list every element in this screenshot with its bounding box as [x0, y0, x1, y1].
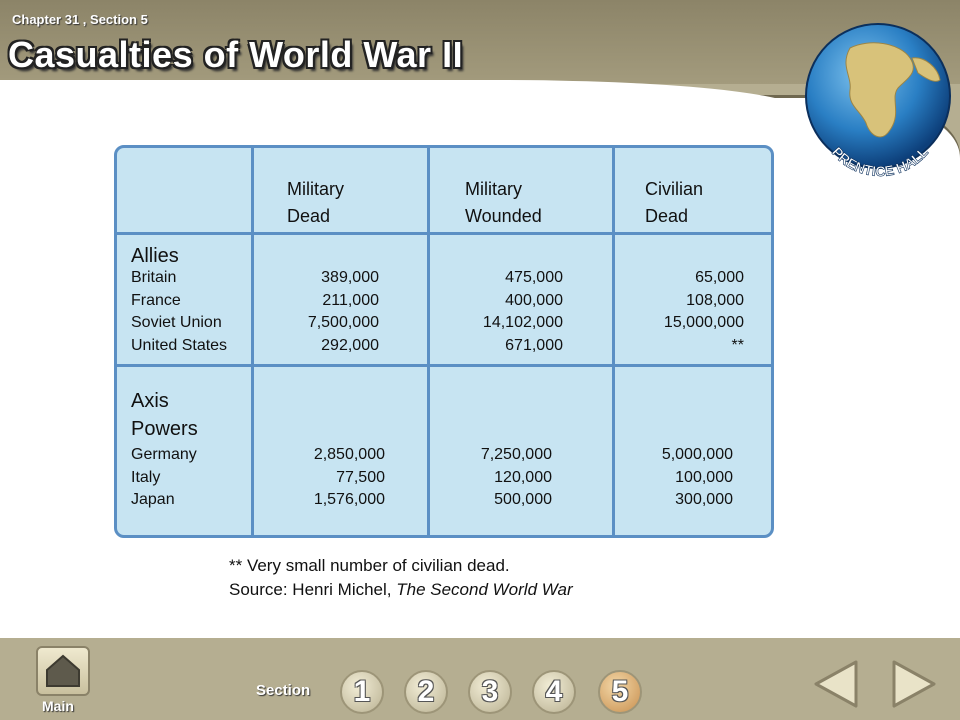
group-label-allies: Allies	[131, 245, 179, 267]
group-label-line: Powers	[131, 418, 198, 440]
allies-military-dead-column	[257, 267, 379, 357]
slide-title: Casualties of World War II	[8, 34, 464, 75]
next-arrow-icon[interactable]	[884, 656, 942, 712]
source-prefix: Source: Henri Michel,	[229, 580, 397, 599]
table-cell: 100,000	[675, 468, 733, 486]
group-label-line: Axis	[131, 390, 169, 412]
column-divider	[612, 148, 615, 535]
footnote: ** Very small number of civilian dead.	[229, 556, 510, 575]
section-4-button[interactable]: 4	[532, 670, 576, 714]
row-divider	[117, 364, 771, 367]
section-label: Section	[256, 682, 311, 699]
header-line: Wounded	[465, 206, 542, 226]
panel-curve	[0, 80, 800, 110]
header-line: Dead	[645, 206, 689, 226]
globe-logo-icon	[790, 18, 960, 188]
section-1-button[interactable]: 1	[340, 670, 384, 714]
header-line: Dead	[287, 206, 331, 226]
allies-civilian-dead-column	[617, 267, 744, 357]
table-cell: **	[731, 336, 744, 354]
group-label-axis	[131, 387, 198, 443]
allies-military-wounded-column	[433, 267, 563, 357]
home-icon	[38, 648, 88, 694]
section-2-button[interactable]: 2	[404, 670, 448, 714]
country-name: France	[131, 291, 181, 309]
country-name: Soviet Union	[131, 314, 222, 331]
table-cell: 211,000	[322, 291, 379, 309]
table-cell: 5,000,000	[661, 446, 733, 463]
source-note	[229, 580, 573, 600]
country-name: Japan	[131, 491, 175, 508]
table-cell: 300,000	[675, 491, 733, 508]
header-line: Military	[465, 179, 522, 199]
column-header-military-dead	[287, 176, 344, 230]
axis-military-wounded-column	[433, 444, 552, 512]
axis-civilian-dead-column	[617, 444, 733, 512]
table-cell: 500,000	[494, 491, 552, 508]
country-name: United States	[131, 336, 228, 354]
axis-military-dead-column	[257, 444, 385, 512]
previous-arrow-icon[interactable]	[808, 656, 866, 712]
table-cell: 292,000	[321, 336, 379, 354]
table-cell: 475,000	[505, 269, 563, 286]
column-header-civilian-dead	[645, 176, 703, 230]
row-divider	[117, 232, 771, 235]
table-cell: 14,102,000	[482, 314, 563, 331]
section-5-button[interactable]: 5	[598, 670, 642, 714]
table-cell: 2,850,000	[313, 446, 385, 463]
table-cell: 7,250,000	[480, 446, 552, 463]
table-cell: 15,000,000	[663, 314, 744, 331]
table-cell: 671,000	[505, 336, 563, 354]
source-title: The Second World War	[396, 580, 573, 599]
main-home-button[interactable]	[36, 646, 90, 696]
table-cell: 389,000	[321, 269, 379, 286]
table-cell: 65,000	[695, 269, 744, 286]
country-name: Britain	[131, 269, 177, 286]
table-cell: 108,000	[686, 291, 744, 309]
casualties-table	[114, 145, 774, 538]
country-name: Germany	[131, 446, 197, 463]
column-header-military-wounded	[465, 176, 542, 230]
main-label: Main	[42, 698, 74, 714]
table-cell: 120,000	[494, 468, 552, 486]
allies-country-column	[131, 267, 253, 357]
table-cell: 77,500	[336, 468, 385, 486]
table-cell: 400,000	[505, 291, 563, 309]
column-divider	[427, 148, 430, 535]
table-cell: 7,500,000	[307, 314, 379, 331]
section-3-button[interactable]: 3	[468, 670, 512, 714]
chapter-label: Chapter 31 , Section 5	[12, 12, 148, 27]
header-line: Military	[287, 179, 344, 199]
axis-country-column	[131, 444, 253, 512]
country-name: Italy	[131, 468, 161, 486]
table-cell: 1,576,000	[313, 491, 385, 508]
header-line: Civilian	[645, 179, 704, 199]
publisher-text: PRENTICE HALL	[828, 143, 932, 180]
